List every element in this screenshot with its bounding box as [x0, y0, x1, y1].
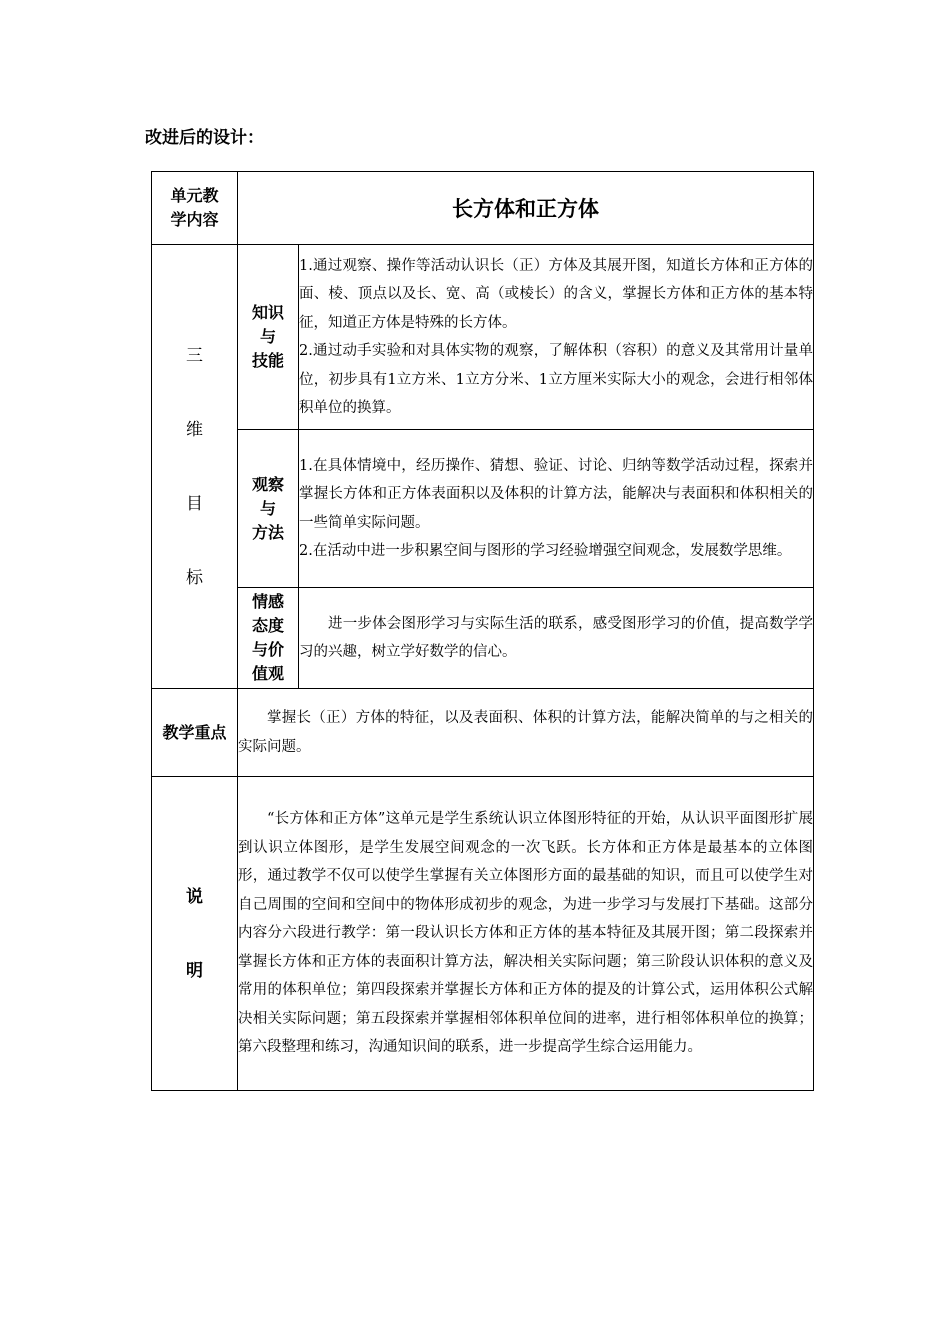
focus-label: 教学重点 — [152, 689, 238, 777]
unit-label-line-2: 学内容 — [170, 210, 219, 229]
method-label-line-3: 方法 — [251, 522, 284, 542]
goals-label — [152, 344, 237, 590]
goals-label-char-4: 标 — [186, 567, 203, 588]
knowledge-content — [299, 245, 814, 430]
knowledge-label-line-1: 知识 — [251, 303, 284, 322]
focus-content — [238, 689, 814, 777]
knowledge-item-2: 2.通过动手实验和对具体实物的观察，了解体积（容积）的意义及其常用计量单位，初步具有1立方米、1立方分米、1立方厘米实际大小的观念，会进行相邻体积单位的换算。 — [299, 343, 813, 416]
method-content — [299, 430, 814, 588]
note-content — [238, 777, 814, 1091]
focus-text: 掌握长（正）方体的特征，以及表面积、体积的计算方法，能解决简单的与之相关的实际问题。 — [238, 710, 813, 755]
knowledge-label-line-3: 技能 — [251, 351, 284, 370]
goals-label-char-1: 三 — [186, 345, 203, 366]
focus-row — [152, 689, 814, 777]
note-row — [152, 777, 814, 1091]
method-label-cell — [238, 430, 299, 588]
emotion-content — [299, 588, 814, 689]
method-item-1: 1.在具体情境中，经历操作、猜想、验证、讨论、归纳等数学活动过程，探索并掌握长方体和正方体表面积以及体积的计算方法，能解决与表面积和体积相关的一些简单实际问题。 — [299, 457, 813, 531]
emotion-row — [152, 588, 814, 689]
method-row — [152, 430, 814, 588]
method-item-2: 2.在活动中进一步积累空间与图形的学习经验增强空间观念，发展数学思维。 — [299, 543, 792, 559]
emotion-label-line-3: 与价 — [251, 640, 284, 659]
method-label-line-2: 与 — [259, 498, 276, 518]
note-label-cell — [152, 777, 238, 1091]
emotion-label-line-2: 态度 — [251, 616, 284, 635]
goals-label-char-3: 目 — [186, 493, 203, 514]
emotion-label-line-4: 值观 — [251, 664, 284, 683]
knowledge-label-cell — [238, 245, 299, 430]
unit-title: 长方体和正方体 — [238, 172, 814, 245]
goals-label-char-2: 维 — [186, 419, 203, 440]
note-label-char-1: 说 — [186, 886, 203, 907]
emotion-label-cell — [238, 588, 299, 689]
unit-label-cell — [152, 172, 238, 245]
emotion-label-line-1: 情感 — [251, 592, 284, 611]
knowledge-label-line-2: 与 — [259, 327, 276, 346]
note-label-char-2: 明 — [186, 960, 203, 981]
note-label — [152, 885, 237, 983]
lesson-design-table — [151, 171, 814, 1091]
unit-row — [152, 172, 814, 245]
note-text: “长方体和正方体”这单元是学生系统认识立体图形特征的开始，从认识平面图形扩展到认识立体图形，是学生发展空间观念的一次飞跃。长方体和正方体是最基本的立体图形，通过教学不仅可以使学生掌握有关立体图形方面的最基础的知识，而且可以使学生对自己周围的空间和空间中的物体形成初步的观念，为进一步学习与发展打下基础。这部分内容分六段进行教学：第一段认识长方体和正方体的基本特征及其展开图；第二段探索并掌握长方体和正方体的表面积计算方法，解决相关实际问题；第三阶段认识体积的意义及常用的体积单位；第四段探索并掌握长方体和正方体的提及的计算公式，运用体积公式解决相关实际问题；第五段探索并掌握相邻体积单位间的进率，进行相邻体积单位的换算；第六段整理和练习，沟通知识间的联系，进一步提高学生综合运用能力。 — [238, 811, 813, 1056]
emotion-text: 进一步体会图形学习与实际生活的联系，感受图形学习的价值，提高数学学习的兴趣，树立学好数学的信心。 — [299, 615, 813, 660]
page-heading: 改进后的设计： — [145, 128, 264, 148]
knowledge-item-1: 1.通过观察、操作等活动认识长（正）方体及其展开图，知道长方体和正方体的面、棱、顶点以及长、宽、高（或棱长）的含义，掌握长方体和正方体的基本特征，知道正方体是特殊的长方体。 — [299, 257, 813, 331]
goals-label-cell — [152, 245, 238, 689]
unit-label-line-1: 单元教 — [170, 186, 219, 205]
method-label-line-1: 观察 — [251, 474, 284, 494]
knowledge-row — [152, 245, 814, 430]
